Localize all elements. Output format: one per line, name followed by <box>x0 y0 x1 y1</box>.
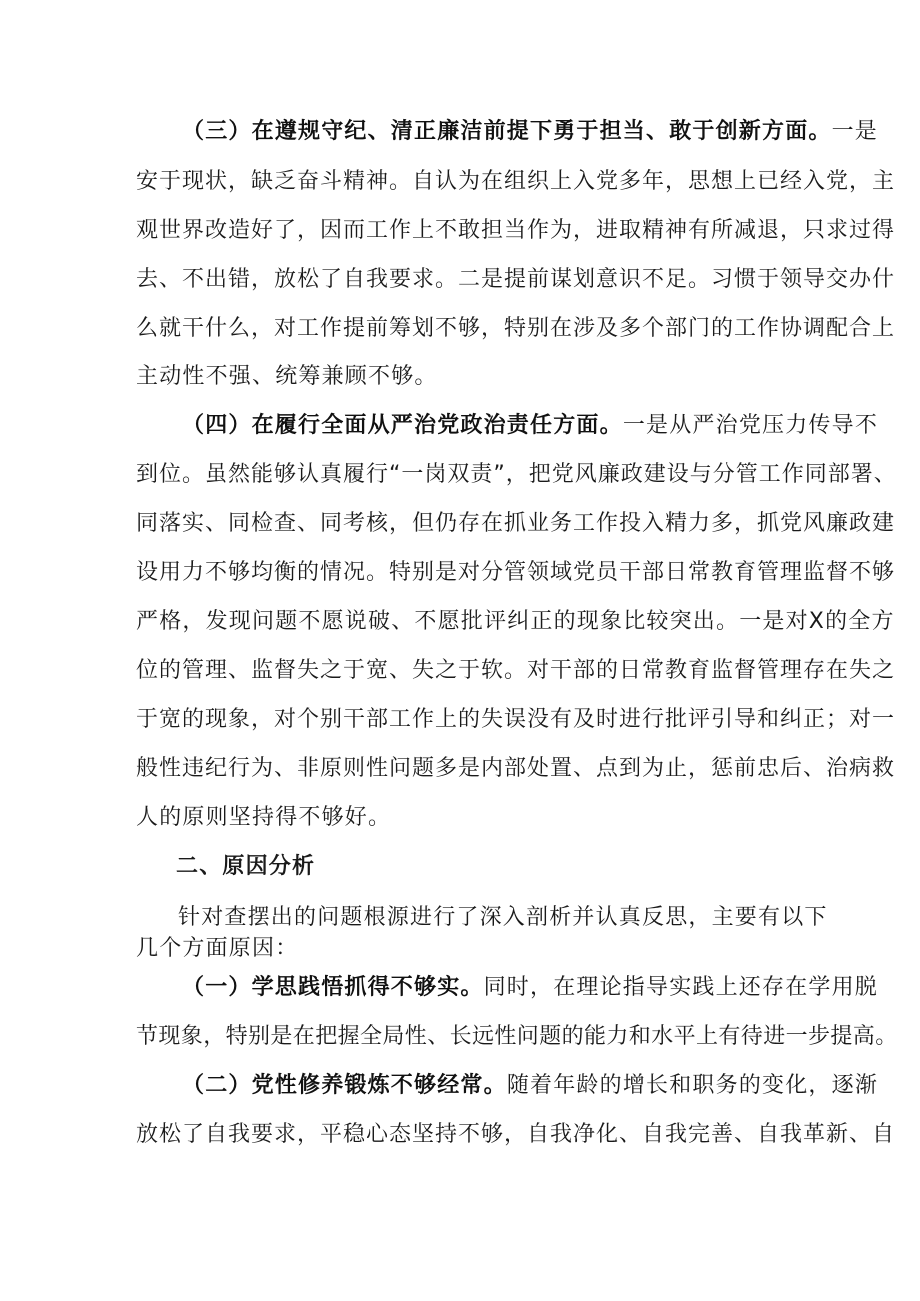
section3-line4: 去、不出错，放松了自我要求。二是提前谋划意识不足。习惯于领导交办什 <box>136 267 896 292</box>
cause1-heading: （一）学思践悟抓得不够实。 <box>182 975 484 1000</box>
cause2-line2: 放松了自我要求，平稳心态坚持不够，自我净化、自我完善、自我革新、自 <box>136 1122 896 1147</box>
section3-line3: 观世界改造好了，因而工作上不敢担当作为，进取精神有所减退，只求过得 <box>136 218 896 243</box>
section3-line1 <box>182 117 878 147</box>
section4-line9: 人的原则坚持得不够好。 <box>136 805 392 830</box>
section4-line1-text: 一是从严治党压力传导不 <box>622 413 879 438</box>
section4-line2: 到位。虽然能够认真履行“一岗双责”，把党风廉政建设与分管工作同部署、 <box>136 462 897 487</box>
section4-line8: 般性违纪行为、非原则性问题多是内部处置、点到为止，惩前忠后、治病救 <box>136 756 896 781</box>
section4-line4: 设用力不够均衡的情况。特别是对分管领域党员干部日常教育管理监督不够 <box>136 560 896 585</box>
cause2-line1-text: 随着年龄的增长和职务的变化，逐渐 <box>506 1073 879 1098</box>
section4-line7: 于宽的现象，对个别干部工作上的失误没有及时进行批评引导和纠正；对一 <box>136 707 896 732</box>
section3-line1-text: 一是 <box>831 119 879 144</box>
section4-line6: 位的管理、监督失之于宽、失之于软。对干部的日常教育监督管理存在失之 <box>136 658 896 683</box>
cause2-heading: （二）党性修养锻炼不够经常。 <box>182 1073 507 1098</box>
section4-line3: 同落实、同检查、同考核，但仍存在抓业务工作投入精力多，抓党风廉政建 <box>136 511 896 536</box>
part2-intro-line2: 几个方面原因： <box>136 936 299 961</box>
cause2-line1 <box>182 1071 878 1101</box>
part2-intro-line1: 针对查摆出的问题根源进行了深入剖析并认真反思，主要有以下 <box>178 905 828 930</box>
part2-title: 二、原因分析 <box>176 854 316 879</box>
section4-heading: （四）在履行全面从严治党政治责任方面。 <box>182 413 623 438</box>
section3-line6: 主动性不强、统筹兼顾不够。 <box>136 364 438 389</box>
section4-line5: 严格，发现问题不愿说破、不愿批评纠正的现象比较突出。一是对X的全方 <box>136 609 895 634</box>
section4-line1 <box>182 411 878 441</box>
section3-line5: 么就干什么，对工作提前筹划不够，特别在涉及多个部门的工作协调配合上 <box>136 316 896 341</box>
cause1-line1 <box>182 973 878 1003</box>
section3-heading: （三）在遵规守纪、清正廉洁前提下勇于担当、敢于创新方面。 <box>182 119 832 144</box>
section3-line2: 安于现状，缺乏奋斗精神。自认为在组织上入党多年，思想上已经入党，主 <box>136 169 896 194</box>
cause1-line2: 节现象，特别是在把握全局性、长远性问题的能力和水平上有待进一步提高。 <box>136 1024 898 1049</box>
cause1-line1-text: 同时，在理论指导实践上还存在学用脱 <box>483 975 879 1000</box>
